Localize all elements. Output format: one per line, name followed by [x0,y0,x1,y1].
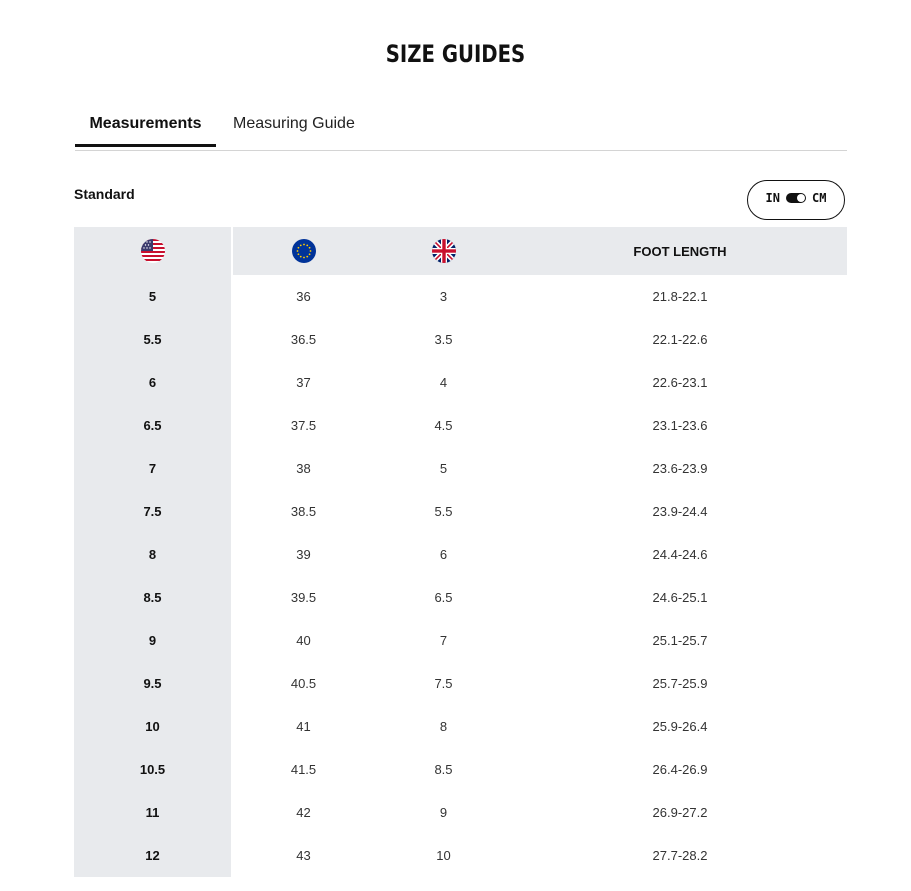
table-row [74,447,847,490]
us-size-cell: 12 [145,848,160,863]
us-size-cell: 9 [148,633,157,648]
foot-length-cell: 27.7-28.2 [652,848,708,863]
header-eu [233,227,374,275]
us-size-cell: 6 [148,375,157,390]
table-row [74,404,847,447]
us-size-cell: 8.5 [143,590,162,605]
us-size-cell: 10.5 [139,762,166,777]
uk-size-cell: 6 [439,547,448,562]
table-row [74,834,847,877]
foot-length-cell: 25.1-25.7 [652,633,708,648]
header-foot-length: FOOT LENGTH [633,243,727,259]
table-row [74,791,847,834]
uk-size-cell: 3.5 [434,332,453,347]
us-size-cell: 8 [148,547,157,562]
eu-size-cell: 36 [296,289,311,304]
eu-size-cell: 36.5 [290,332,317,347]
unit-toggle[interactable] [747,180,845,220]
us-size-cell: 11 [145,805,160,820]
us-size-cell: 7 [148,461,157,476]
table-row [74,361,847,404]
toggle-switch-icon [786,193,806,203]
foot-length-cell: 23.9-24.4 [652,504,708,519]
uk-size-cell: 5.5 [434,504,453,519]
us-size-cell: 6.5 [143,418,162,433]
foot-length-cell: 21.8-22.1 [652,289,708,304]
tab-bar [75,108,847,151]
unit-in-label: IN [765,191,780,205]
uk-size-cell: 7 [439,633,448,648]
foot-length-cell: 25.9-26.4 [652,719,708,734]
table-row [74,318,847,361]
eu-size-cell: 41.5 [290,762,317,777]
header-uk [374,227,513,275]
foot-length-cell: 26.4-26.9 [652,762,708,777]
table-row [74,533,847,576]
tab-measuring-guide[interactable]: Measuring Guide [233,115,355,132]
eu-size-cell: 41 [296,719,311,734]
header-us [74,227,231,275]
uk-size-cell: 5 [439,461,448,476]
section-label: Standard [74,186,135,202]
table-header [74,227,847,275]
unit-cm-label: CM [812,191,827,205]
foot-length-cell: 22.1-22.6 [652,332,708,347]
foot-length-cell: 22.6-23.1 [652,375,708,390]
eu-size-cell: 38 [296,461,311,476]
eu-size-cell: 39 [296,547,311,562]
table-row [74,576,847,619]
uk-size-cell: 8.5 [434,762,453,777]
us-size-cell: 7.5 [143,504,162,519]
size-table [74,227,847,877]
uk-flag-icon [432,239,456,263]
foot-length-cell: 23.1-23.6 [652,418,708,433]
eu-size-cell: 38.5 [290,504,317,519]
uk-size-cell: 6.5 [434,590,453,605]
uk-size-cell: 9 [439,805,448,820]
eu-size-cell: 39.5 [290,590,317,605]
eu-size-cell: 37.5 [290,418,317,433]
uk-size-cell: 4.5 [434,418,453,433]
eu-size-cell: 42 [296,805,311,820]
table-row [74,619,847,662]
foot-length-cell: 26.9-27.2 [652,805,708,820]
us-size-cell: 10 [145,719,160,734]
table-body [74,275,847,877]
table-row [74,490,847,533]
eu-size-cell: 40.5 [290,676,317,691]
uk-size-cell: 4 [439,375,448,390]
eu-size-cell: 37 [296,375,311,390]
eu-size-cell: 43 [296,848,311,863]
foot-length-cell: 23.6-23.9 [652,461,708,476]
us-size-cell: 5.5 [143,332,162,347]
us-size-cell: 5 [148,289,157,304]
eu-flag-icon [292,239,316,263]
table-row [74,275,847,318]
uk-size-cell: 8 [439,719,448,734]
us-flag-icon [141,239,165,263]
foot-length-cell: 24.4-24.6 [652,547,708,562]
foot-length-cell: 24.6-25.1 [652,590,708,605]
uk-size-cell: 10 [436,848,451,863]
eu-size-cell: 40 [296,633,311,648]
foot-length-cell: 25.7-25.9 [652,676,708,691]
page-title: SIZE GUIDES [385,40,526,68]
table-row [74,662,847,705]
uk-size-cell: 7.5 [434,676,453,691]
table-row [74,748,847,791]
table-row [74,705,847,748]
uk-size-cell: 3 [439,289,448,304]
tab-measurements[interactable]: Measurements [75,108,216,147]
us-size-cell: 9.5 [143,676,162,691]
